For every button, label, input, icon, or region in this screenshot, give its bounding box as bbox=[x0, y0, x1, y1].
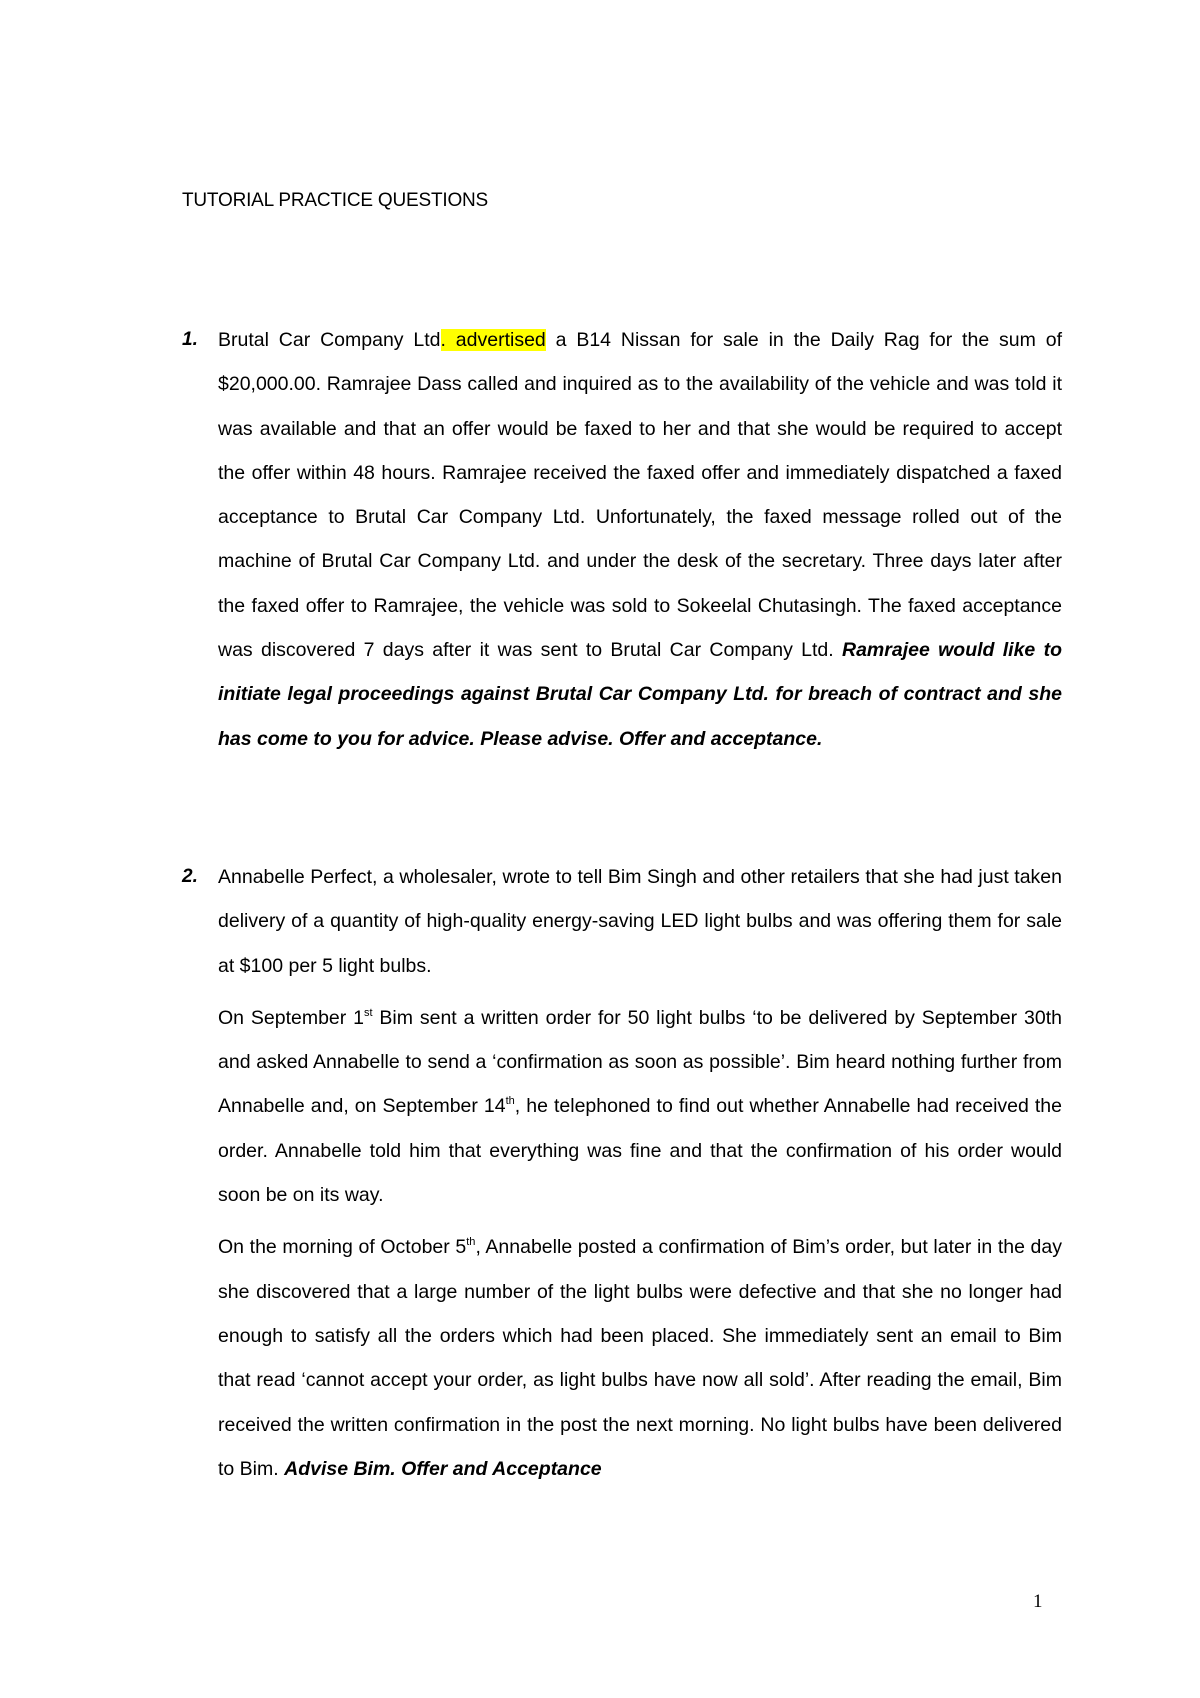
question-2-body bbox=[218, 855, 1062, 1491]
question-1-text: a B14 Nissan for sale in the Daily Rag for the sum of $20,000.00. Ramrajee Dass called and inquired as to the availability of the vehicle and was told it was available and that an offer would be faxed to her and that she would be required to accept the offer within 48 hours. Ramrajee received the faxed offer and immediately dispatched a faxed acceptance to Brutal Car Company Ltd. Unfortunately, the faxed message rolled out of the machine of Brutal Car Company Ltd. and under the desk of the secretary. Three days later after the faxed offer to Ramrajee, the vehicle was sold to Sokeelal Chutasingh. The faxed acceptance was discovered 7 days after it was sent to Brutal Car Company Ltd. bbox=[218, 329, 1062, 662]
question-2-text: , Annabelle posted a confirmation of Bim’s order, but later in the day she discovered that a large number of the light bulbs were defective and that she no longer had enough to satisfy all the orders which had been placed. She immediately sent an email to Bim that read ‘cannot accept your order, as light bulbs have now all sold’. After reading the email, Bim received the written confirmation in the post the next morning. No light bulbs have been delivered to Bim. bbox=[218, 1236, 1063, 1480]
question-2-paragraph-1: Annabelle Perfect, a wholesaler, wrote to tell Bim Singh and other retailers that she had just taken delivery of a quantity of high-quality energy-saving LED light bulbs and was offering them for sale at $100 per 5 light bulbs. bbox=[218, 866, 1062, 977]
question-1 bbox=[182, 318, 1062, 761]
question-1-number: 1. bbox=[182, 329, 198, 350]
question-1-text-start: Brutal Car Company Ltd bbox=[218, 329, 441, 351]
question-1-paragraph bbox=[218, 318, 1062, 761]
question-2-task: Advise Bim. Offer and Acceptance bbox=[284, 1457, 602, 1480]
question-2-text: On September 1 bbox=[218, 1006, 364, 1029]
document-title: TUTORIAL PRACTICE QUESTIONS bbox=[182, 190, 489, 211]
question-2-text: Bim sent a written order for 50 light bulbs ‘to be delivered by September 30th and asked Annabelle to send a ‘confirmation as soon as possible’. Bim heard nothing further from Annabelle and, on September 14 bbox=[218, 1006, 1062, 1118]
question-1-body bbox=[218, 318, 1062, 761]
question-2-number: 2. bbox=[182, 866, 198, 887]
highlighted-text: . advertised bbox=[440, 329, 546, 351]
question-2-text: On the morning of October 5 bbox=[218, 1236, 467, 1259]
question-2-paragraph-3 bbox=[218, 1225, 1062, 1491]
question-2-paragraph-2 bbox=[218, 996, 1062, 1217]
question-2-text: , he telephoned to find out whether Annabelle had received the order. Annabelle told him that everything was fine and that the confirmation of his order would soon be on its way. bbox=[218, 1095, 1062, 1207]
ordinal-suffix: th bbox=[505, 1095, 515, 1108]
ordinal-suffix: th bbox=[466, 1236, 476, 1249]
ordinal-suffix: st bbox=[363, 1006, 373, 1019]
page-number: 1 bbox=[1033, 1591, 1043, 1612]
question-2 bbox=[182, 855, 1062, 1491]
question-1-task: Ramrajee would like to initiate legal proceedings against Brutal Car Company Ltd. for breach of contract and she has come to you for advice. Please advise. Offer and acceptance. bbox=[218, 639, 1062, 750]
